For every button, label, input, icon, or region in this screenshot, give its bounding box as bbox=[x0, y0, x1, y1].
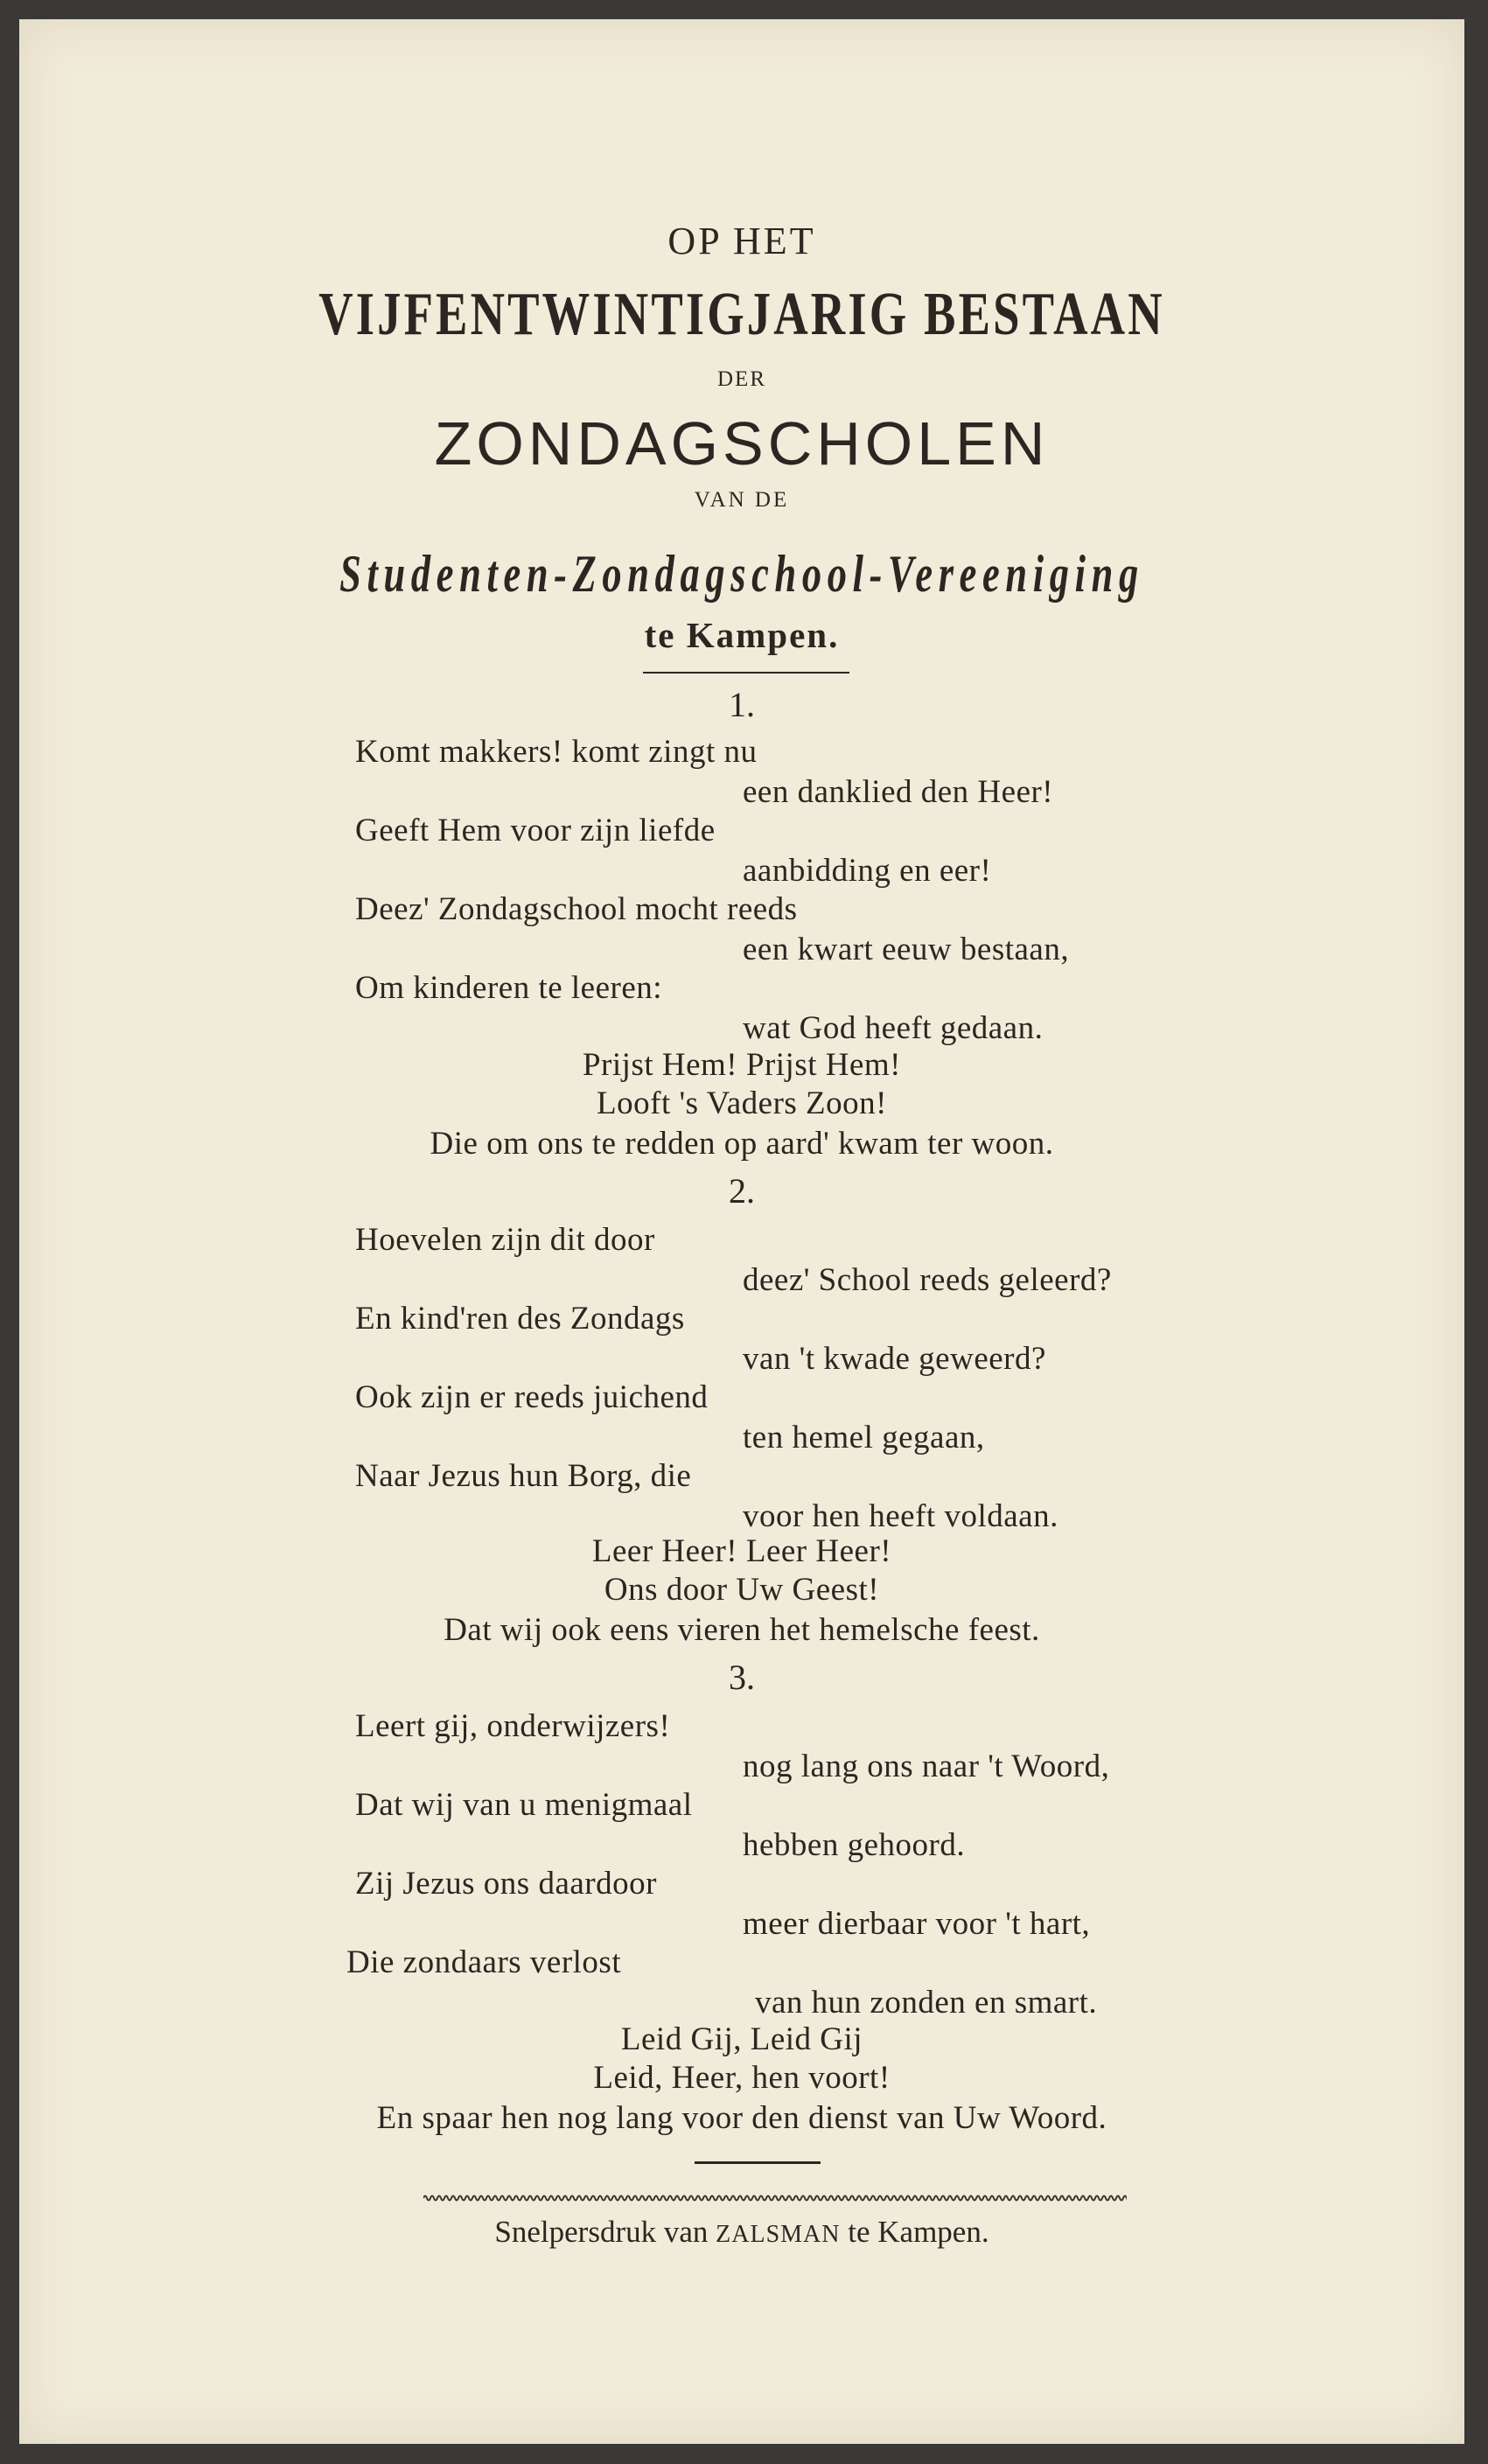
imprint bbox=[19, 2215, 1464, 2250]
verse-line: Dat wij van u menigmaal bbox=[355, 1787, 693, 1823]
title-line-zondagscholen: ZONDAGSCHOLEN bbox=[434, 409, 1050, 478]
verse-number-1: 1. bbox=[729, 685, 755, 724]
title-line-te-kampen: te Kampen. bbox=[644, 615, 840, 655]
verse-line: Leid, Heer, hen voort! bbox=[593, 2060, 891, 2096]
verse-line: Geeft Hem voor zijn liefde bbox=[355, 813, 716, 848]
verse-line: ten hemel gegaan, bbox=[743, 1420, 985, 1455]
verse-line: deez' School reeds geleerd? bbox=[743, 1262, 1112, 1298]
title-line-op-het: OP HET bbox=[667, 220, 816, 262]
verse-line: Die om ons te redden op aard' kwam ter woon. bbox=[430, 1126, 1054, 1162]
verse-line: Leert gij, onderwijzers! bbox=[355, 1708, 671, 1744]
title-divider bbox=[643, 672, 849, 674]
title-line-van-de: VAN DE bbox=[694, 488, 790, 512]
verse-line: Dat wij ook eens vieren het hemelsche feest. bbox=[444, 1612, 1040, 1648]
verse-line: een kwart eeuw bestaan, bbox=[743, 932, 1070, 967]
wavy-rule bbox=[423, 2192, 1127, 2204]
verse-line: hebben gehoord. bbox=[743, 1827, 966, 1863]
closing-divider bbox=[695, 2161, 821, 2164]
imprint-printer: ZALSMAN bbox=[716, 2221, 841, 2248]
title-line-vereeniging: Studenten-Zondagschool-Vereeniging bbox=[339, 545, 1144, 603]
verse-number-2: 2. bbox=[729, 1171, 755, 1211]
verse-line: Hoevelen zijn dit door bbox=[355, 1222, 655, 1258]
verse-line: voor hen heeft voldaan. bbox=[743, 1498, 1058, 1534]
verse-line: Naar Jezus hun Borg, die bbox=[355, 1458, 692, 1494]
imprint-prefix: Snelpersdruk van bbox=[494, 2215, 716, 2249]
verse-line: meer dierbaar voor 't hart, bbox=[743, 1906, 1091, 1942]
verse-number-3: 3. bbox=[729, 1658, 755, 1697]
verse-line: Leer Heer! Leer Heer! bbox=[591, 1533, 892, 1569]
verse-line: En kind'ren des Zondags bbox=[355, 1301, 685, 1337]
verse-line: Deez' Zondagschool mocht reeds bbox=[355, 891, 798, 927]
verse-line: een danklied den Heer! bbox=[743, 774, 1054, 810]
verse-line: nog lang ons naar 't Woord, bbox=[743, 1749, 1110, 1784]
verse-line: Die zondaars verlost bbox=[346, 1944, 622, 1980]
verse-line: aanbidding en eer! bbox=[743, 853, 992, 889]
verse-line: Ons door Uw Geest! bbox=[604, 1572, 880, 1608]
verse-line: van 't kwade geweerd? bbox=[743, 1341, 1046, 1377]
verse-line: Om kinderen te leeren: bbox=[355, 970, 663, 1006]
verse-line: Prijst Hem! Prijst Hem! bbox=[582, 1047, 901, 1083]
verse-line: Leid Gij, Leid Gij bbox=[620, 2021, 863, 2057]
verse-line: Ook zijn er reeds juichend bbox=[355, 1379, 709, 1415]
imprint-suffix: te Kampen. bbox=[840, 2215, 989, 2249]
verse-line: Looft 's Vaders Zoon! bbox=[597, 1085, 887, 1121]
document-page bbox=[19, 19, 1464, 2444]
verse-line: Zij Jezus ons daardoor bbox=[355, 1866, 657, 1902]
verse-line: van hun zonden en smart. bbox=[755, 1985, 1098, 2021]
verse-line: En spaar hen nog lang voor den dienst van Uw Woord. bbox=[376, 2100, 1107, 2136]
title-line-der: DER bbox=[717, 367, 766, 391]
verse-line: Komt makkers! komt zingt nu bbox=[355, 734, 758, 770]
verse-line: wat God heeft gedaan. bbox=[743, 1010, 1044, 1046]
title-line-vijfentwintigjarig: VIJFENTWINTIGJARIG BESTAAN bbox=[318, 281, 1165, 348]
